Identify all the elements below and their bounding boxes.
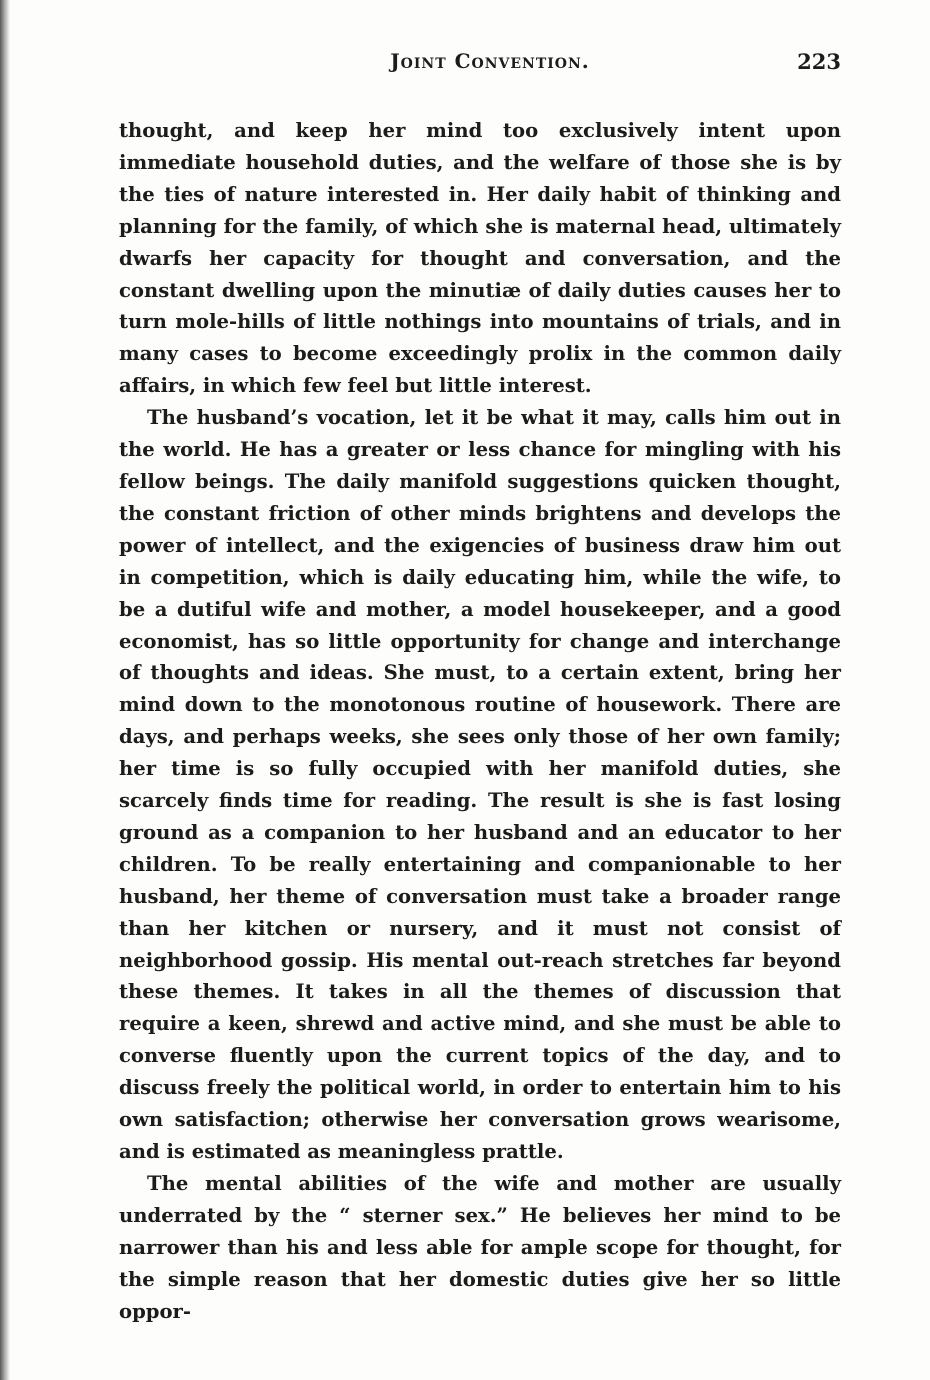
paragraph-2: The husband’s vocation, let it be what it may, calls him out in the world. He has a greater or less chance for mingling with his fellow beings. The daily manifold suggestions quicken thought, the constant friction of other minds brightens and develops the power of intellect, and the exigencies of business draw him out in competition, which is daily educating him, while the wife, to be a dutiful wife and mother, a model housekeeper, and a good economist, has so little opportunity for change and interchange of thoughts and ideas. She must, to a certain extent, bring her mind down to the monotonous routine of housework. There are days, and perhaps weeks, she sees only those of her own family; her time is so fully occupied with her manifold duties, she scarcely finds time for reading. The result is she is fast losing ground as a companion to her husband and an educator to her children. To be really entertaining and companionable to her husband, her theme of conversation must take a broader range than her kitchen or nursery, and it must not consist of neighborhood gossip. His mental out-reach stretches far beyond these themes. It takes in all the themes of discussion that require a keen, shrewd and active mind, and she must be able to converse fluently upon the current topics of the day, and to discuss freely the political world, in order to entertain him to his own satisfaction; otherwise her conversation grows wearisome, and is estimated as meaningless prattle. bbox=[119, 406, 841, 1163]
page-edge-shadow bbox=[0, 0, 10, 1380]
paragraph-3: The mental abilities of the wife and mother are usually underrated by the “ sterner sex.” He believes her mind to be narrower than his and less able for ample scope for thought, for the simple reason that her domestic duties give her so little oppor- bbox=[119, 1171, 841, 1323]
body-text bbox=[119, 115, 841, 1327]
page-number: 223 bbox=[797, 49, 841, 74]
book-page bbox=[119, 49, 841, 1327]
page-header bbox=[119, 49, 841, 83]
running-head: Joint Convention. bbox=[390, 49, 590, 73]
paragraph-1: thought, and keep her mind too exclusively intent upon immediate household duties, and the welfare of those she is by the ties of nature interested in. Her daily habit of thinking and planning for the family, of which she is maternal head, ultimately dwarfs her capacity for thought and conversation, and the constant dwelling upon the minutiæ of daily duties causes her to turn mole-hills of little nothings into mountains of trials, and in many cases to become exceedingly prolix in the common daily affairs, in which few feel but little interest. bbox=[119, 119, 841, 398]
